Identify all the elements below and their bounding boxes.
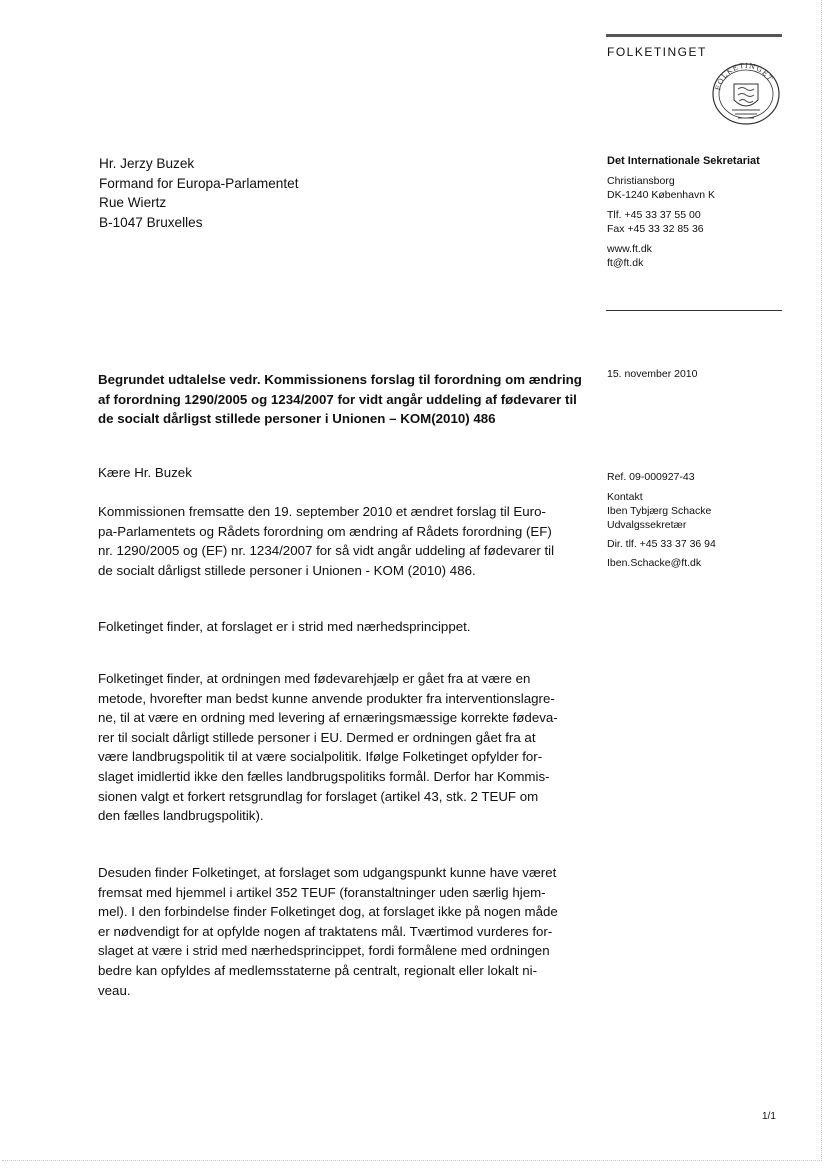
subject-line: de socialt dårligst stillede personer i Unionen – KOM(2010) 486 [98,411,496,426]
recipient-address [99,154,298,232]
sender-block [607,154,760,270]
paragraph-line: den fælles landbrugspolitik). [98,808,264,824]
paragraph-line: bedre kan opfyldes af medlemsstaterne på centralt, regionalt eller lokalt ni- [98,962,538,978]
contact-label: Kontakt [607,491,643,503]
sender-website: www.ft.dk [607,243,652,255]
paragraph-line: ne, til at være en ordning med levering af ernæringsmæssige korrekte fødeva- [98,710,558,726]
sender-phone: Tlf. +45 33 37 55 00 [607,209,701,221]
recipient-line: Formand for Europa-Parlamentet [99,175,299,191]
recipient-line: Rue Wiertz [99,195,167,210]
contact-email: Iben.Schacke@ft.dk [607,557,702,569]
paragraph-line: nr. 1290/2005 og (EF) nr. 1234/2007 for så vidt angår uddeling af fødevarer til [98,543,555,559]
paragraph-line: fremsat med hjemmel i artikel 352 TEUF (foranstaltninger uden særlig hjem- [98,884,546,900]
paragraph-line: Folketinget finder, at forslaget er i strid med nærhedsprincippet. [98,619,471,634]
paragraph-line: pa-Parlamentets og Rådets forordning om ændring af Rådets forordning (EF) [98,523,552,539]
paragraph-line: være landbrugspolitik til at være socialpolitik. Ifølge Folketinget opfylder for- [98,749,543,765]
sender-fax: Fax +45 33 32 85 36 [607,223,704,235]
subject-line: Begrundet udtalelse vedr. Kommissionens forslag til forordning om ændring [98,372,582,387]
letter-subject [98,370,608,429]
page-number: 1/1 [762,1111,776,1122]
paragraph-line: Kommissionen fremsatte den 19. september 2010 et ændret forslag til Euro- [98,504,546,519]
contact-title: Udvalgssekretær [607,519,687,531]
paragraph-line: Desuden finder Folketinget, at forslaget som udgangspunkt kunne have været [98,865,557,880]
paragraph-line: mel). I den forbindelse finder Folketinget dog, at forslaget ikke på nogen måde [98,904,558,920]
recipient-line: Hr. Jerzy Buzek [99,156,195,171]
body-paragraph-1 [98,502,598,580]
paragraph-line: slaget imidlertid ikke den fælles landbrugspolitiks formål. Derfor har Kommis- [98,768,550,784]
paragraph-line: Folketinget finder, at ordningen med fødevarehjælp er gået fra at være en [98,671,531,686]
salutation [98,463,598,483]
top-rule [606,34,782,37]
svg-text:FOLKETINGET: FOLKETINGET [714,61,775,92]
sender-department: Det Internationale Sekretariat [607,155,760,167]
body-paragraph-4 [98,863,598,1000]
paragraph-line: de socialt dårligst stillede personer i Unionen - KOM (2010) 486. [98,562,476,578]
paragraph-line: er nødvendigt for at opfylde nogen af traktatens mål. Tværtimod vurderes for- [98,923,553,939]
folketinget-seal-logo [708,60,784,126]
paragraph-line: veau. [98,982,131,998]
sender-email: ft@ft.dk [607,257,644,269]
subject-line: af forordning 1290/2005 og 1234/2007 for vidt angår uddeling af fødevarer til [98,391,577,407]
side-divider [606,310,782,311]
body-paragraph-2 [98,617,598,637]
contact-name: Iben Tybjærg Schacke [607,505,712,517]
paragraph-line: sionen valgt et forkert retsgrundlag for forslaget (artikel 43, stk. 2 TEUF om [98,788,539,804]
salutation-text: Kære Hr. Buzek [98,465,192,480]
paragraph-line: rer til socialt dårligt stillede personer i EU. Dermed er ordningen gået fra at [98,729,536,745]
paragraph-line: metode, hvorefter man bedst kunne anvende produkter fra interventionslagre- [98,690,555,706]
body-paragraph-3 [98,669,598,826]
letter-date: 15. november 2010 [607,368,698,380]
recipient-line: B-1047 Bruxelles [99,214,203,230]
paragraph-line: slaget at være i strid med nærhedsprincippet, fordi formålene med ordningen [98,943,550,959]
sender-address-line: DK-1240 København K [607,189,715,201]
reference-block [607,470,716,570]
sender-address-line: Christiansborg [607,175,675,187]
organization-name: FOLKETINGET [607,45,707,59]
reference-number: Ref. 09-000927-43 [607,471,695,483]
direct-phone: Dir. tlf. +45 33 37 36 94 [607,538,716,550]
